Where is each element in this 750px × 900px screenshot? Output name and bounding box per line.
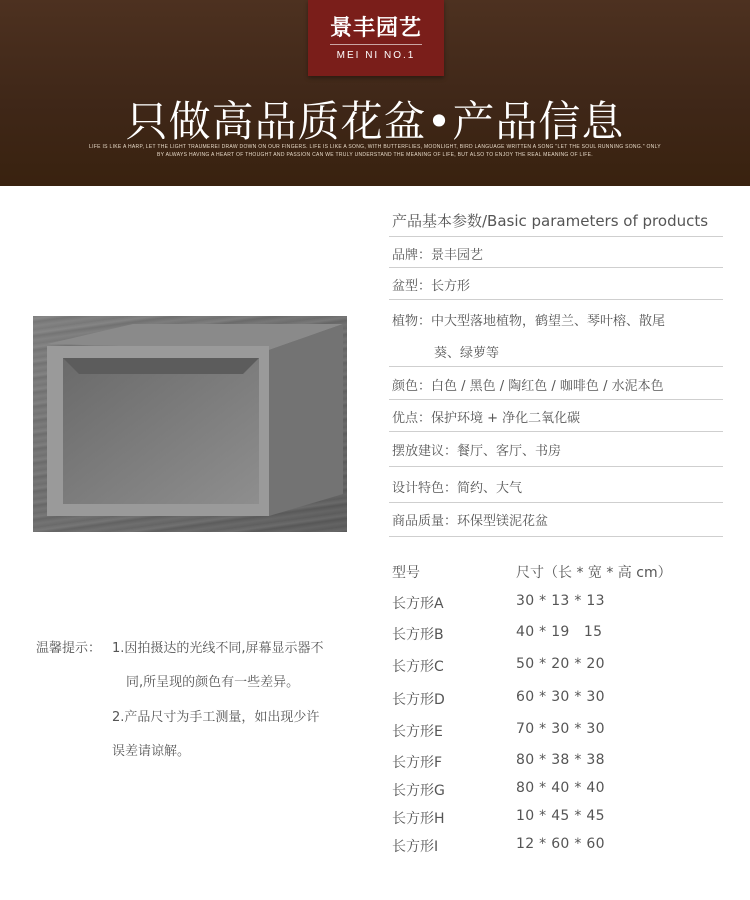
- size-row-value: 80 * 40 * 40: [516, 780, 605, 796]
- note-line: 误差请谅解。: [112, 744, 191, 759]
- tagline-line-1: LIFE IS LIKE A HARP, LET THE LIGHT TRAUMEREI DRAW DOWN ON OUR FINGERS. LIFE IS LIKE A SONG, WITH BUTTERFLIES, MOONLIGHT, BIRD LANGUAGE WRITTEN A SONG "LET THE SOUL RUNNING SONG." ONLY: [89, 144, 661, 150]
- size-row-model: 长方形H: [392, 811, 445, 827]
- spec-placement: 摆放建议：餐厅、客厅、书房: [392, 444, 562, 459]
- note-label: 温馨提示：: [36, 641, 102, 656]
- spec-colors: 颜色：白色 / 黑色 / 陶红色 / 咖啡色 / 水泥本色: [392, 379, 664, 394]
- size-row-model: 长方形C: [392, 659, 444, 675]
- size-row-value: 70 * 30 * 30: [516, 721, 605, 737]
- brand-name: 景丰园艺: [329, 16, 422, 41]
- spec-quality: 商品质量：环保型镁泥花盆: [392, 514, 549, 529]
- divider: [389, 466, 723, 467]
- size-row-model: 长方形I: [392, 839, 439, 855]
- brand-subtitle: MEI NI NO.1: [336, 50, 416, 61]
- tagline: [40, 143, 710, 159]
- size-header-dimensions: 尺寸（长 * 宽 * 高 cm）: [516, 565, 672, 581]
- spec-plants-continued: 葵、绿萝等: [434, 346, 500, 361]
- brand-divider: [330, 44, 422, 45]
- product-image: [33, 316, 347, 532]
- page-title: 只做高品质花盆•产品信息: [125, 97, 625, 146]
- note-line: 同,所呈现的颜色有一些差异。: [126, 675, 300, 690]
- size-row-value: 80 * 38 * 38: [516, 752, 605, 768]
- size-row-model: 长方形A: [392, 596, 444, 612]
- divider: [389, 366, 723, 367]
- size-header-model: 型号: [392, 565, 420, 581]
- size-row-model: 长方形B: [392, 627, 444, 643]
- size-row-model: 长方形D: [392, 692, 445, 708]
- header-banner: [0, 0, 750, 186]
- size-row-model: 长方形G: [392, 783, 445, 799]
- size-row-value: 12 * 60 * 60: [516, 836, 605, 852]
- spec-shape: 盆型：长方形: [392, 279, 471, 294]
- divider: [389, 399, 723, 400]
- size-row-value: 30 * 13 * 13: [516, 593, 605, 609]
- spec-advantage: 优点：保护环境 + 净化二氧化碳: [392, 411, 581, 426]
- size-row-model: 长方形F: [392, 755, 443, 771]
- divider: [389, 536, 723, 537]
- size-row-model: 长方形E: [392, 724, 443, 740]
- brand-logo: [308, 0, 444, 76]
- spec-brand: 品牌：景丰园艺: [392, 248, 484, 263]
- divider: [389, 299, 723, 300]
- divider: [389, 502, 723, 503]
- spec-title: 产品基本参数/Basic parameters of products: [392, 212, 709, 230]
- divider: [389, 267, 723, 268]
- size-row-value: 60 * 30 * 30: [516, 689, 605, 705]
- divider: [389, 431, 723, 432]
- spec-plants: 植物：中大型落地植物，鹤望兰、琴叶榕、散尾: [392, 314, 666, 329]
- size-row-value: 50 * 20 * 20: [516, 656, 605, 672]
- note-line: 1.因拍摄达的光线不同,屏幕显示器不: [112, 641, 324, 656]
- divider: [389, 236, 723, 237]
- size-row-value: 10 * 45 * 45: [516, 808, 605, 824]
- note-line: 2.产品尺寸为手工测量，如出现少许: [112, 710, 320, 725]
- spec-design: 设计特色：简约、大气: [392, 481, 523, 496]
- size-row-value: 40 * 19 15: [516, 624, 603, 640]
- tagline-line-2: BY ALWAYS HAVING A HEART OF THOUGHT AND PASSION CAN WE TRULY UNDERSTAND THE MEANING OF LIFE, BUT ALSO TO ENJOY THE REAL MEANING OF LIFE.: [157, 152, 593, 158]
